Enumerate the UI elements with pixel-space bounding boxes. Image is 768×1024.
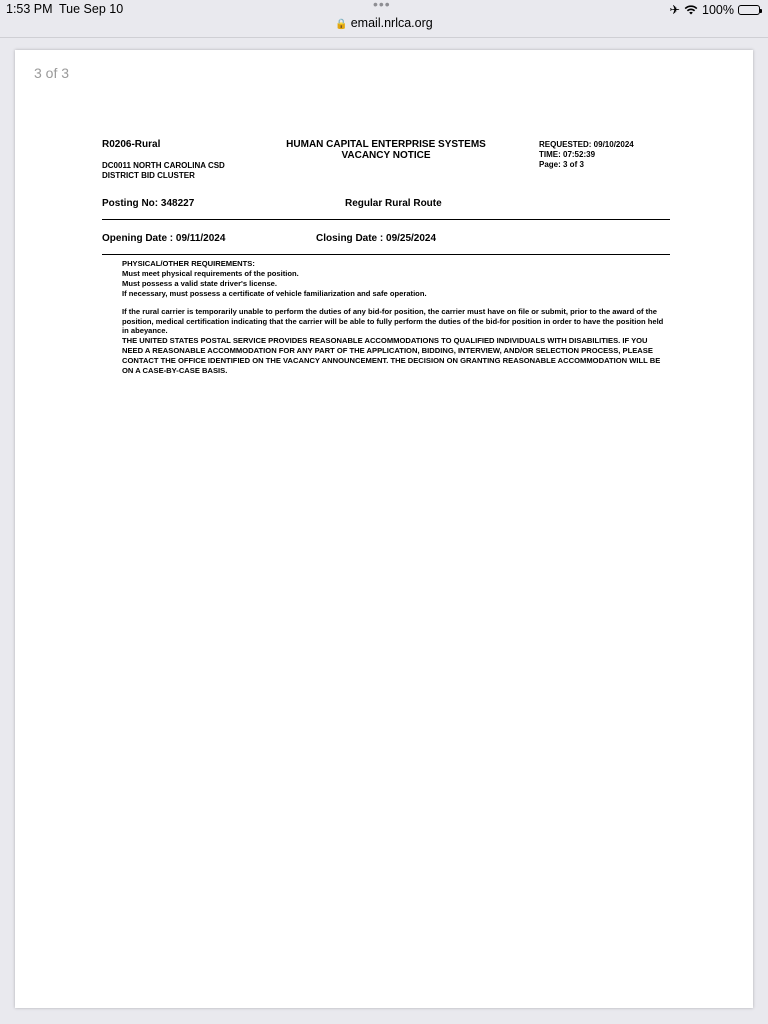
requested-date: REQUESTED: 09/10/2024 [539, 140, 634, 149]
closing-date: Closing Date : 09/25/2024 [316, 233, 437, 244]
district-name: DC0011 NORTH CAROLINA CSD [102, 161, 225, 170]
medical-paragraph: If the rural carrier is temporarily unable to perform the duties of any bid-for position, the carrier must have on file or submit, prior to the award of the position, medical certification indicating that the carrier will be able to fully perform the duties of the bid-for position in order to have the position held in abeyance. [122, 306, 664, 336]
page-indicator: 3 of 3 [34, 65, 70, 81]
requirement-item: If necessary, must possess a certificate of vehicle familiarization and safe operation. [122, 288, 427, 298]
posting-number: Posting No: 348227 [102, 198, 195, 209]
route-code: R0206-Rural [102, 139, 161, 150]
status-indicators [670, 2, 760, 17]
requirement-item: Must meet physical requirements of the position. [122, 268, 299, 278]
bid-cluster: DISTRICT BID CLUSTER [102, 171, 195, 180]
lock-icon: 🔒 [335, 19, 348, 30]
document-page[interactable] [15, 50, 753, 1008]
title-line-1: HUMAN CAPITAL ENTERPRISE SYSTEMS [286, 139, 486, 150]
requested-time: TIME: 07:52:39 [539, 150, 596, 159]
requirements-heading: PHYSICAL/OTHER REQUIREMENTS: [122, 259, 255, 268]
status-time: 1:53 PM [6, 2, 53, 16]
multitasking-dots-icon[interactable]: ••• [373, 0, 391, 12]
notice-header-right [539, 140, 634, 170]
airplane-mode-icon: ✈ [669, 3, 681, 17]
battery-icon [738, 5, 760, 15]
requirements-section [122, 259, 670, 376]
notice-title [274, 139, 498, 161]
page-number: Page: 3 of 3 [539, 160, 584, 169]
requirement-item: Must possess a valid state driver's license. [122, 278, 278, 288]
opening-date: Opening Date : 09/11/2024 [102, 233, 226, 244]
address-bar[interactable] [0, 16, 768, 36]
route-type: Regular Rural Route [345, 198, 442, 209]
status-date: Tue Sep 10 [59, 2, 124, 16]
battery-percent: 100% [702, 2, 734, 17]
toolbar-divider [0, 37, 768, 38]
divider-line [102, 254, 670, 255]
notice-header-left [102, 139, 225, 181]
accommodation-paragraph: THE UNITED STATES POSTAL SERVICE PROVIDES REASONABLE ACCOMMODATIONS TO QUALIFIED INDIVIDUALS WITH DISABILITIES. IF YOU NEED A REASONABLE ACCOMMODATION FOR ANY PART OF THE APPLICATION, BIDDING, INTERVIEW, AND/OR SELECTION PROCESS, PLEASE CONTACT THE OFFICE IDENTIFIED ON THE VACANCY ANNOUNCEMENT. THE DECISION ON GRANTING REASONABLE ACCOMMODATION WILL BE ON A CASE-BY-CASE BASIS. [122, 336, 661, 376]
url-text: email.nrlca.org [350, 16, 433, 30]
divider-line [102, 219, 670, 220]
wifi-icon [684, 5, 698, 15]
title-line-2: VACANCY NOTICE [341, 150, 431, 161]
